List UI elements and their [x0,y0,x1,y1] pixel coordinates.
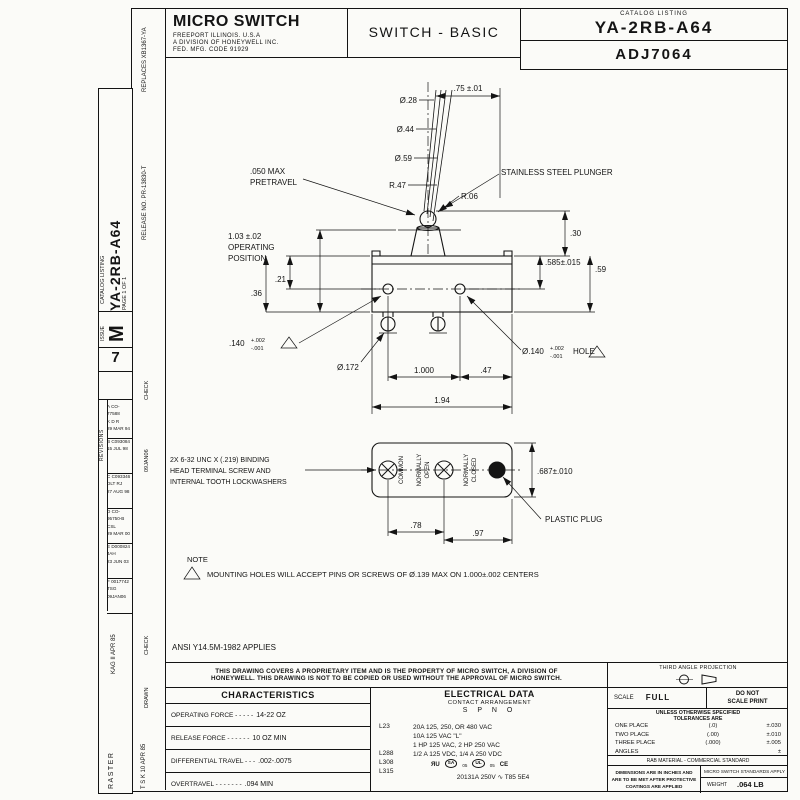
dia-59-label: Ø.59 [394,154,412,163]
third-angle-label: THIRD ANGLE PROJECTION [659,665,737,671]
dim-97-label: .97 [472,529,484,538]
do-not-scale-cell [706,687,788,708]
weight-cell [701,778,788,789]
rating-line: 1 HP 125 VAC, 2 HP 250 VAC [413,742,500,749]
dia-44-label: Ø.44 [396,125,414,134]
strip-line-4 [99,399,132,400]
dia-28-label: Ø.28 [399,96,417,105]
ansi-standard-note: ANSI Y14.5M-1982 APPLIES [172,643,276,652]
plunger-label: STAINLESS STEEL PLUNGER [501,168,613,177]
check-label-mid: CHECK [144,380,150,400]
switch-body-outline [372,211,512,497]
dim-30-label: .30 [570,229,582,238]
revision-id: F 0017742 [107,579,129,584]
brand-city: FREEPORT ILLINOIS. U.S.A [173,33,261,39]
dimensions-note-line-3: COATINGS ARE APPLIED [625,784,683,790]
characteristic-label: RELEASE FORCE - - - - - - [171,734,250,742]
dim-194-label: 1.94 [434,396,450,405]
electrical-data-title: ELECTRICAL DATA [444,689,535,699]
weight-value: .064 LB [737,780,764,789]
revision-id: A CO-77588 [107,404,120,417]
hole-tol-plus: +.002 [550,346,564,352]
strip-catalog-number: YA-2RB-A64 [107,219,123,311]
ce-mark-icon: CE [499,762,509,768]
rating-line: 10A 125 VAC "L" [413,733,462,740]
tolerances-block [608,708,788,755]
catalog-divider-line [521,40,787,41]
hole-tol-minus: -.001 [550,354,563,360]
replaces-label: REPLACES XB1367-YA [142,27,148,92]
dim-47-label: .47 [480,366,492,375]
revision-row-d [107,506,132,544]
tolerance-header-2: TOLERANCES ARE [673,716,723,722]
ratings-list [413,723,502,759]
characteristic-row [166,773,370,795]
normally-closed-label-2: CLOSED [472,457,478,483]
brand-block [173,13,300,53]
rating-line: 20A 125, 250, OR 480 VAC [413,724,493,731]
revision-row-e [107,541,132,579]
binding-screw-note-3: INTERNAL TOOTH LOCKWASHERS [170,479,287,486]
tolerance-value: ±.010 [766,731,781,738]
dim-585-label: .585±.015 [545,258,581,267]
scale-cell [608,687,706,708]
dim-59-label: .59 [595,265,607,274]
characteristic-label: DIFFERENTIAL TRAVEL - - - [171,757,256,765]
characteristic-row [166,750,370,773]
tolerance-value: ±.005 [766,740,781,746]
tolerance-value: ± [777,748,781,755]
issue-label: ISSUE [100,325,106,341]
dimensions-note [608,766,701,793]
revisions-title: REVISIONS [99,429,105,461]
operating-position-3: POSITION [228,254,267,263]
dim-78-label: .78 [410,521,422,530]
strip-page-number: PAGE 1 OF 1 [122,276,128,310]
tolerance-label: THREE PLACE [615,740,656,746]
normally-closed-label-1: NORMALLY [464,453,470,487]
operating-position-2: OPERATING [228,243,275,252]
do-not-scale-line-2: SCALE PRINT [727,699,768,706]
strip-line-2 [99,347,132,348]
revision-row-c [107,471,132,509]
dimensions-note-line-2: ARE TO BE MET AFTER PROTECTIVE [611,777,697,783]
binding-screw-note-2: HEAD TERMINAL SCREW AND [170,468,271,475]
material-note: RAB MATERIAL - COMMERCIAL STANDARD [608,755,788,768]
r06-label: R.06 [461,192,478,201]
r47-label: R.47 [389,181,406,190]
normally-open-label-2: OPEN [425,461,431,479]
note-title: NOTE [187,555,208,564]
hole-dia-label: Ø.140 [522,347,544,356]
drawn-label: DRAWN [144,687,150,708]
catalog-listing-label: CATALOG LISTING [620,11,688,17]
dim-36-label: .36 [250,289,262,298]
dim-75-label: .75 ±.01 [453,84,483,93]
third-angle-cell [608,663,788,688]
revision-by: CSL [107,523,116,529]
pretravel-label-2: PRETRAVEL [250,178,297,187]
standards-note: MICRO SWITCH STANDARDS APPLY [701,766,788,778]
dimensions-note-line-1: DIMENSIONS ARE IN INCHES AND [615,770,693,775]
revision-date: 29 MAR 94 [107,426,130,432]
csa-mark-icon: SA [445,759,458,768]
dim-140-tol-plus: +.002 [251,338,265,344]
revision-date: 29 MAR 00 [107,531,130,537]
dimension-labels [170,84,613,652]
revision-date: 15 JUL 98 [107,446,128,452]
revision-date: 09JAN06 [107,593,126,599]
tolerance-row [608,731,788,740]
revision-date-stamp: 09JAN06 [144,449,150,472]
drawing-title: SWITCH - BASIC [368,24,500,40]
rating-line: 1/2 A 125 VDC, 1/4 A 250 VDC [413,751,502,758]
normally-open-label-1: NORMALLY [417,453,423,487]
csa-mark-number: 05 [462,763,468,768]
characteristic-value: .002-.0075 [258,757,292,765]
check-label-bottom: CHECK [144,635,150,655]
drawn-by: T S K 10 APR 85 [141,743,147,789]
tolerance-label: TWO PLACE [615,731,650,738]
certification-ratings-line: 20131A 250V ∿ T85 5E4 [456,774,530,781]
revision-row-f [107,576,132,614]
revision-id: B C093084 [107,439,130,444]
characteristics-table [166,687,370,792]
dim-1000-label: 1.000 [413,366,435,375]
bottom-cells [608,765,788,793]
revision-by: K D R [107,418,120,424]
revision-by: DLT RJ [107,481,123,487]
tolerance-row [608,722,788,731]
third-angle-projection-icon [676,673,720,686]
characteristic-value: 14-22 OZ [256,711,286,719]
plastic-plug-label: PLASTIC PLUG [545,515,603,524]
scale-value: FULL [645,693,671,702]
tolerance-label: ANGLES [615,748,639,755]
issue-number: 7 [111,349,120,366]
proprietary-notice [166,663,607,688]
operating-position-1: 1.03 ±.02 [228,232,262,241]
switch-technical-drawing [165,58,788,662]
note-text: MOUNTING HOLES WILL ACCEPT PINS OR SCREWS OF Ø.139 MAX ON 1.000±.002 CENTERS [207,570,539,579]
hole-word-label: HOLE [573,347,595,356]
revision-id: E D000824 [107,544,130,549]
brand-division: A DIVISION OF HONEYWELL INC. [173,40,279,46]
listing-code-l315: L315 [379,768,394,775]
scale-label: SCALE [614,694,634,701]
brand-fed-code: FED. MFG. CODE 91929 [173,47,249,53]
tolerance-header-1: UNLESS OTHERWISE SPECIFIED [655,710,741,716]
strip-catalog-label: CATALOG LISTING [100,255,106,304]
tolerance-places: (.0) [708,723,718,729]
revision-id: D CO-95750-B [107,509,125,522]
weight-label: WEIGHT [707,781,727,788]
tolerance-value: ±.030 [766,723,781,729]
characteristic-row [166,727,370,750]
contact-arrangement-label: CONTACT ARRANGEMENT [447,700,532,706]
tolerance-places: (.00) [707,731,719,738]
proprietary-line-1: THIS DRAWING COVERS A PROPRIETARY ITEM AND IS THE PROPERTY OF MICRO SWITCH, A DIVISION OF [215,668,558,675]
revision-by: JAH [107,551,116,557]
issue-revision-strip [98,88,133,794]
listing-code-l288: L288 [379,750,394,757]
check-approval: KAG II APR 85 [111,634,117,674]
electrical-data-table [370,687,608,792]
release-number: RELEASE NO. PR-13830-T [142,165,148,240]
characteristic-value: .094 MIN [244,780,274,788]
characteristic-label: OPERATING FORCE - - - - - [171,711,254,719]
characteristics-title: CHARACTERISTICS [166,687,370,704]
ul-mark-number: 05 [489,763,495,768]
revision-row-a [107,401,132,439]
revision-id: C C093346 [107,474,131,479]
dia-172-label: Ø.172 [337,363,359,372]
tolerance-places: (.000) [705,740,721,746]
ur-mark-icon: ЯU [431,762,440,768]
characteristic-label: OVERTRAVEL - - - - - - - [171,780,242,788]
do-not-scale-line-1: DO NOT [735,691,760,697]
revision-row-b [107,436,132,474]
catalog-number: YA-2RB-A64 [594,18,714,37]
characteristic-value: 10 OZ MIN [252,734,287,742]
dim-21-label: .21 [274,275,286,284]
scale-row [608,687,788,709]
center-lines [361,82,523,470]
strip-line-3 [99,371,132,372]
common-terminal-label: COMMON [399,456,405,484]
revision-date: 27 AUG 98 [107,488,130,494]
dim-140-label: .140 [229,339,245,348]
dim-687-label: .687±.010 [537,467,573,476]
strip-line-1 [99,311,132,312]
listing-code-l308: L308 [379,759,394,766]
raster-label: RASTER [108,751,115,789]
binding-screw-note-1: 2X 6-32 UNC X (.219) BINDING [170,457,270,464]
adj-number: ADJ7064 [615,46,693,63]
revision-date: 23 JUN 03 [107,558,129,564]
standards-weight-cell [701,766,788,793]
title-block-right [607,663,788,792]
contact-arrangement-value: S P N O [462,707,517,714]
tolerance-row [608,739,788,748]
tolerance-label: ONE PLACE [615,723,649,729]
characteristic-row [166,704,370,727]
listing-code-l23: L23 [379,723,390,730]
pretravel-label-1: .050 MAX [250,167,286,176]
ul-mark-icon: UL [472,759,484,768]
brand-name: MICRO SWITCH [173,13,300,30]
issue-letter: M [106,325,128,342]
certification-marks [431,759,508,768]
dim-140-tol-minus: -.001 [251,346,264,352]
proprietary-line-2: HONEYWELL. THIS DRAWING IS NOT TO BE COPIED OR USED WITHOUT THE APPROVAL OF MICRO SWITCH. [211,675,562,682]
revision-by: TSG [107,586,117,592]
